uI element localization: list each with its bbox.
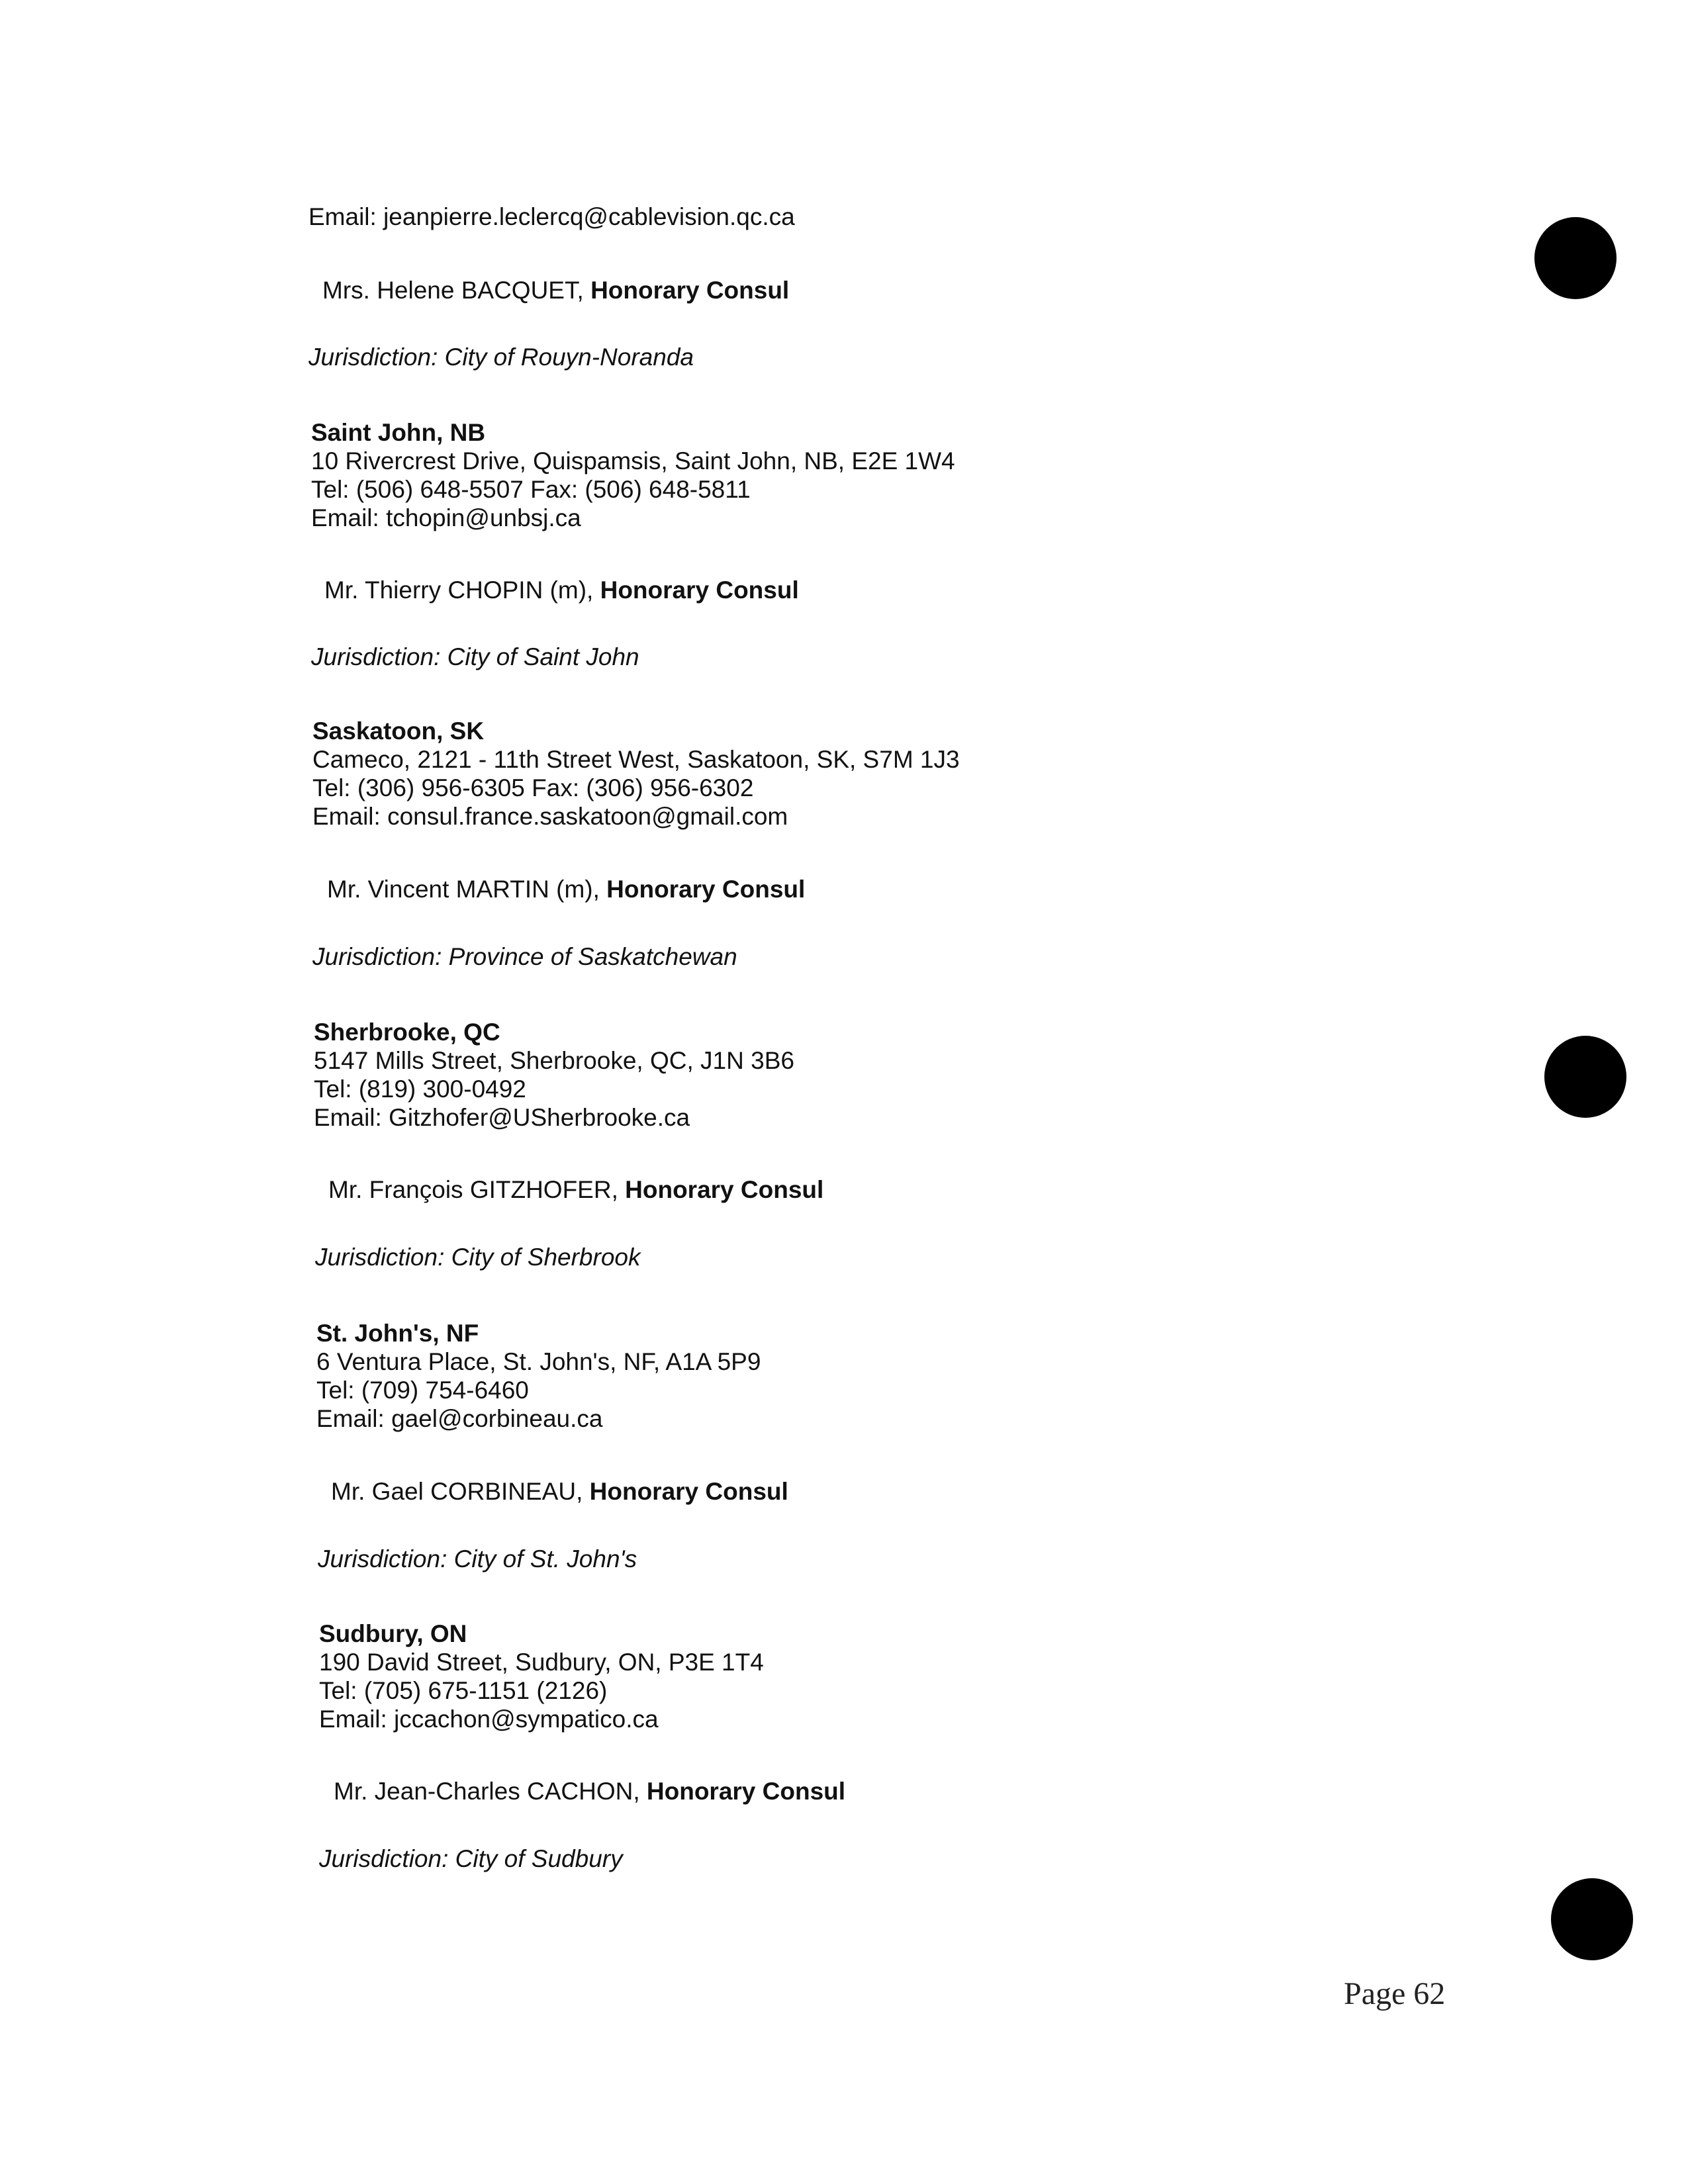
- consul-title: Honorary Consul: [600, 576, 799, 604]
- email-line: Email: Gitzhofer@USherbrooke.ca: [314, 1104, 690, 1131]
- consul-line: [331, 1477, 788, 1506]
- city-heading: Saint John, NB: [311, 419, 486, 446]
- city-heading: Saskatoon, SK: [312, 717, 485, 745]
- consul-title: Honorary Consul: [606, 876, 806, 903]
- tel-line: Tel: (705) 675-1151 (2126): [319, 1677, 608, 1704]
- jurisdiction-value: Province of Saskatchewan: [448, 943, 737, 970]
- city-heading: St. John's, NF: [316, 1320, 479, 1347]
- consul-name: Mr. Thierry CHOPIN (m),: [324, 576, 600, 604]
- address-line: 190 David Street, Sudbury, ON, P3E 1T4: [319, 1649, 764, 1676]
- consul-title: Honorary Consul: [625, 1176, 824, 1203]
- jurisdiction-line: [308, 343, 694, 372]
- punch-hole-top: [1534, 217, 1617, 299]
- jurisdiction-value: City of St. John's: [453, 1545, 637, 1572]
- tel-line: Tel: (819) 300-0492: [314, 1075, 526, 1103]
- tel-line: Tel: (306) 956-6305 Fax: (306) 956-6302: [312, 774, 754, 801]
- consul-name: Mr. François GITZHOFER,: [328, 1176, 626, 1203]
- jurisdiction-value: City of Saint John: [447, 643, 639, 670]
- jurisdiction-line: [319, 1844, 623, 1874]
- consul-name: Mrs. Helene BACQUET,: [322, 277, 591, 304]
- jurisdiction-value: City of Sudbury: [455, 1845, 623, 1872]
- consul-line: [322, 276, 789, 305]
- jurisdiction-label: Jurisdiction:: [315, 1244, 451, 1271]
- jurisdiction-label: Jurisdiction:: [312, 943, 449, 970]
- jurisdiction-label: Jurisdiction:: [319, 1845, 455, 1872]
- address-line: 5147 Mills Street, Sherbrooke, QC, J1N 3B6: [314, 1047, 794, 1074]
- tel-line: Tel: (709) 754-6460: [316, 1377, 529, 1404]
- punch-hole-bottom: [1551, 1878, 1633, 1960]
- tel-line: Tel: (506) 648-5507 Fax: (506) 648-5811: [311, 476, 751, 503]
- consul-line: [328, 1175, 823, 1205]
- consul-line: [334, 1777, 845, 1806]
- consul-name: Mr. Gael CORBINEAU,: [331, 1478, 590, 1505]
- email-line: Email: jccachon@sympatico.ca: [319, 1706, 659, 1733]
- jurisdiction-line: [315, 1243, 641, 1272]
- consul-line: [327, 875, 805, 904]
- consul-line: [324, 576, 799, 605]
- email-line: Email: consul.france.saskatoon@gmail.com: [312, 803, 788, 830]
- city-heading: Sudbury, ON: [319, 1620, 467, 1647]
- jurisdiction-line: [318, 1545, 637, 1574]
- address-line: Cameco, 2121 - 11th Street West, Saskatoon, SK, S7M 1J3: [312, 746, 960, 773]
- consul-name: Mr. Jean-Charles CACHON,: [334, 1778, 647, 1805]
- consul-title: Honorary Consul: [589, 1478, 788, 1505]
- consul-title: Honorary Consul: [646, 1778, 846, 1805]
- jurisdiction-label: Jurisdiction:: [318, 1545, 454, 1572]
- jurisdiction-line: [312, 942, 737, 972]
- email-line: Email: tchopin@unbsj.ca: [311, 504, 581, 531]
- page-number: Page 62: [1344, 1976, 1446, 2011]
- consul-title: Honorary Consul: [590, 277, 790, 304]
- punch-hole-middle: [1544, 1036, 1626, 1118]
- email-line: Email: jeanpierre.leclercq@cablevision.qc.ca: [308, 203, 795, 230]
- jurisdiction-value: City of Sherbrook: [451, 1244, 641, 1271]
- email-line: Email: gael@corbineau.ca: [316, 1405, 603, 1432]
- consul-name: Mr. Vincent MARTIN (m),: [327, 876, 607, 903]
- address-line: 6 Ventura Place, St. John's, NF, A1A 5P9: [316, 1348, 761, 1375]
- jurisdiction-label: Jurisdiction:: [311, 643, 447, 670]
- jurisdiction-value: City of Rouyn-Noranda: [444, 343, 694, 371]
- city-heading: Sherbrooke, QC: [314, 1019, 500, 1046]
- address-line: 10 Rivercrest Drive, Quispamsis, Saint John, NB, E2E 1W4: [311, 447, 955, 475]
- jurisdiction-line: [311, 643, 639, 672]
- jurisdiction-label: Jurisdiction:: [308, 343, 445, 371]
